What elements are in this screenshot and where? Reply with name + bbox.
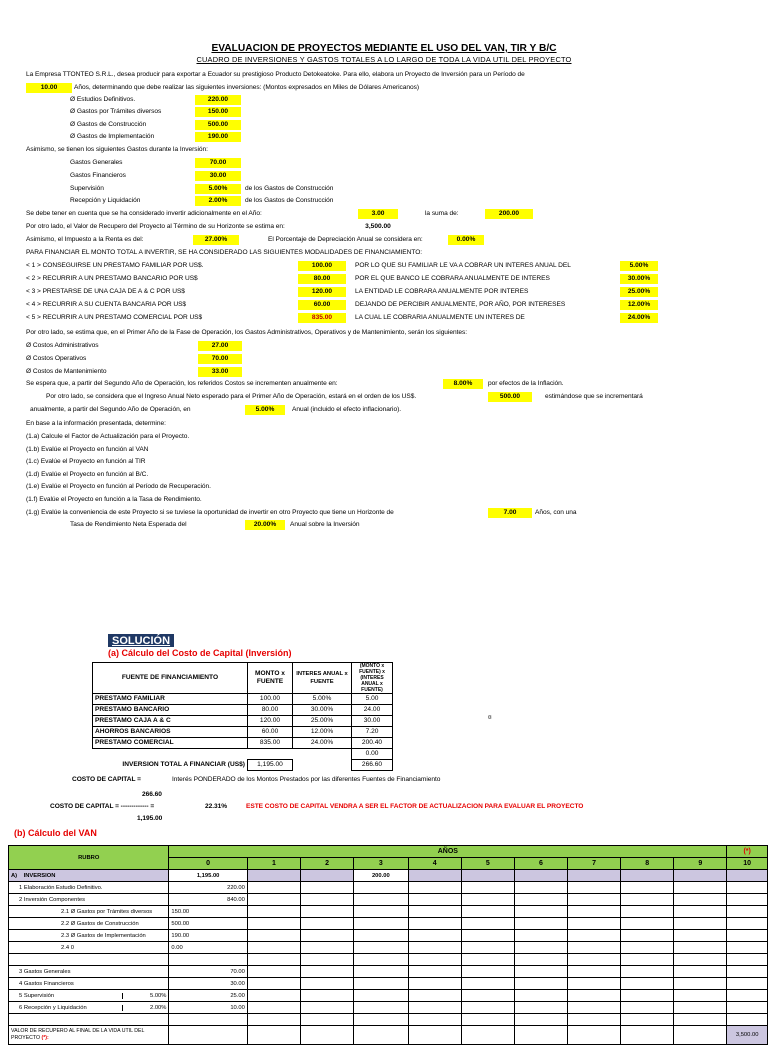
cell: AHORROS BANCARIOS [93,727,248,738]
sub-text: Ø Gastos de Implementación [70,932,146,939]
cell: 200.40 [352,738,393,749]
cost-label: Ø Costos Operativos [26,355,87,362]
table-row [93,705,393,716]
recovery-text: VALOR DE RECUPERO AL FINAL DE LA VIDA UTIL DEL [11,1028,145,1034]
cell [408,870,461,882]
table-row [9,990,768,1002]
expense-value: 70.00 [195,158,241,168]
year-cell: 5 [461,858,514,870]
total-label: INVERSION TOTAL A FINANCIAR (US$) [122,761,245,768]
cell [93,749,248,760]
total-product: 266.60 [352,760,393,771]
question: (1.f) Evalúe el Proyecto en función a la Tasa de Rendimiento. [26,496,202,503]
question-g-line2: Tasa de Rendimiento Neta Esperada del [70,521,187,528]
row-value: 220.00 [169,882,247,894]
cost-of-capital-label: COSTO DE CAPITAL = [72,776,141,783]
increase-line: Se espera que, a partir del Segundo Año de Operación, los referidos Costos se incrementen anualmente en: [26,380,338,387]
recovery-star: (*): [41,1035,49,1041]
table-row [93,716,393,727]
inversion-label [9,870,169,882]
cell: 120.00 [248,716,293,727]
question: (1.b) Evalúe el Proyecto en función al VAN [26,446,149,453]
investment-label: Ø Estudios Definitivos. [70,96,136,103]
year-cell: 9 [674,858,727,870]
expense-value: 30.00 [195,171,241,181]
cell [461,870,514,882]
year-cell: 8 [621,858,674,870]
cell: 12.00% [293,727,352,738]
expense-label: Gastos Generales [70,159,123,166]
year-cell: 1 [247,858,300,870]
solution-heading: SOLUCIÓN [108,634,174,647]
cost-label: Ø Costos Administrativos [26,342,99,349]
inversion-y0: 1,195.00 [169,870,247,882]
investment-label: Ø Gastos por Trámites diversos [70,108,162,115]
investment-label: Ø Gastos de Construcción [70,121,147,128]
investment-value: 190.00 [195,132,241,142]
table-row [93,749,393,760]
cost-of-capital-result: 22.31% [205,803,228,810]
financing-desc: LA ENTIDAD LE COBRARA ANUALMENTE POR INTERES [355,288,529,295]
table-row [93,738,393,749]
row-percent: 2.00% [122,1005,166,1011]
sub-label [9,942,169,954]
expense-label: Recepción y Liquidación [70,197,141,204]
inversion-row [9,870,768,882]
cell: 25.00% [293,716,352,727]
sub-number: 2.1 [61,908,70,915]
financing-table [92,662,393,771]
expenses-intro: Asimismo, se tienen los siguientes Gastos durante la Inversión: [26,146,208,153]
cell: PRESTAMO FAMILIAR [93,694,248,705]
question-g-value: 7.00 [488,508,532,518]
cost-of-capital-numerator: 266.60 [142,791,162,798]
cell [247,870,300,882]
cost-of-capital-note: ESTE COSTO DE CAPITAL VENDRA A SER EL FACTOR DE ACTUALIZACION PARA EVALUAR EL PROYECTO [246,803,584,810]
investment-value: 500.00 [195,120,241,130]
question: (1.a) Calcule el Factor de Actualización para el Proyecto. [26,433,190,440]
investment-value: 220.00 [195,95,241,105]
sub-number: 2.3 [61,932,70,939]
financing-label: < 1 > CONSEGUIRSE UN PRESTAMO FAMILIAR POR US$. [26,262,204,269]
cost-label: Ø Costos de Mantenimiento [26,368,107,375]
sub-value: 0.00 [169,942,247,954]
row-label: 1 Elaboración Estudio Definitivo. [9,882,169,894]
sub-label [9,906,169,918]
financing-desc: DEJANDO DE PERCIBIR ANUALMENTE, POR AÑO, POR INTERESES [355,301,566,308]
cell: 30.00 [352,716,393,727]
increase-note: por efectos de la Inflación. [488,380,564,387]
financing-rate: 30.00% [620,274,658,284]
financing-intro: PARA FINANCIAR EL MONTO TOTAL A INVERTIR, SE HA CONSIDERADO LAS SIGUIENTES MODALIDADES DE FINANCIAMIENTO: [26,249,423,256]
income-rate: 5.00% [245,405,285,415]
question: (1.g) Evalúe la conveniencia de este Proyecto si se tuviese la oportunidad de invertir en otro Proyecto que tiene un Horizonte de [26,509,394,516]
income-line-2: anualmente, a partir del Segundo Año de Operación, en [30,406,191,413]
tax-value: 27.00% [193,235,239,245]
intro-text: La Empresa TTONTEO S.R.L., desea producir para exportar a Ecuador su prestigioso Producto Detokeatoke. Para ello, elabora un Proyecto de Inversión para un Período de [26,71,525,78]
row-label [9,990,169,1002]
cell [567,870,620,882]
financing-desc: POR EL QUE BANCO LE COBRARA ANUALMENTE DE INTERES [355,275,550,282]
table-row [93,727,393,738]
sub-value: 150.00 [169,906,247,918]
star-header: (*) [727,846,768,858]
year-cell: 2 [300,858,353,870]
sub-text: Ø Gastos por Trámites diversos [70,908,153,915]
year-cell: 4 [408,858,461,870]
sub-row [9,930,768,942]
financing-label: < 3 > PRESTARSE DE UNA CAJA DE A & C POR US$ [26,288,185,295]
year-cell: 6 [514,858,567,870]
expense-note: de los Gastos de Construcción [245,185,334,192]
header-cell: INTERES ANUAL x FUENTE [293,663,352,694]
cell: 100.00 [248,694,293,705]
extra-sum-label: la suma de: [425,210,459,217]
row-value: 840.00 [169,894,247,906]
recovery-value-cell: 3,500.00 [727,1026,768,1045]
income-line: Por otro lado, se considera que el Ingreso Anual Neto esperado para el Primer Año de Operación, estará en el orden de los US$. [46,393,417,400]
row-value: 30.00 [169,978,247,990]
cell [621,870,674,882]
cell: 5.00 [352,694,393,705]
cell: 60.00 [248,727,293,738]
row-label: 3 Gastos Generales [9,966,169,978]
cell: 24.00% [293,738,352,749]
sub-text: Ø Gastos de Construcción [70,920,139,927]
year-cell: 0 [169,858,247,870]
van-table [8,845,768,1045]
financing-rate: 24.00% [620,313,658,323]
stray-mark: ¤ [488,714,492,721]
expense-label: Supervisión [70,185,104,192]
cell: 7.20 [352,727,393,738]
increase-value: 8.00% [443,379,483,389]
investment-label: Ø Gastos de Implementación [70,133,155,140]
row-value: 10.00 [169,1002,247,1014]
expense-label: Gastos Financieros [70,172,126,179]
determine-text: En base a la información presentada, determine: [26,420,166,427]
cell [293,760,352,771]
row-label: 4 Gastos Financieros [9,978,169,990]
sub-label [9,918,169,930]
recovery-text-2: PROYECTO [11,1035,41,1041]
tax-line: Asimismo, el Impuesto a la Renta es del: [26,236,144,243]
income-note: estimándose que se incrementará [545,393,643,400]
sub-number: 2.2 [61,920,70,927]
header-cell: (MONTO x FUENTE) x (INTERES ANUAL x FUENTE) [352,663,393,694]
anos-header: AÑOS [169,846,727,858]
table-row [9,978,768,990]
recovery-line: Por otro lado, el Valor de Recupero del Proyecto al Término de su Horizonte se estima en: [26,223,285,230]
header-cell: FUENTE DE FINANCIAMIENTO [93,663,248,694]
cell [248,749,293,760]
cost-of-capital-desc: Interés PONDERADO de los Montos Prestados por las diferentes Fuentes de Financiamiento [172,776,441,783]
cost-value: 33.00 [198,367,242,377]
cell: 30.00% [293,705,352,716]
table-row [9,882,768,894]
inversion-text: INVERSION [23,872,56,879]
section-letter: A) [11,872,18,879]
sub-label [9,930,169,942]
cell [293,749,352,760]
income-note-2: Anual (incluido el efecto inflacionario). [292,406,402,413]
total-amount: 1,195.00 [248,760,293,771]
financing-amount: 60.00 [298,300,346,310]
investment-value: 150.00 [195,107,241,117]
period-value: 10.00 [26,83,72,93]
total-row [93,760,393,771]
sub-number: 2.4 [61,944,70,951]
financing-amount: 100.00 [298,261,346,271]
row-label [9,1002,169,1014]
sub-row [9,906,768,918]
extra-sum: 200.00 [485,209,533,219]
header-cell: MONTO x FUENTE [248,663,293,694]
section-b-heading: (b) Cálculo del VAN [14,828,97,838]
extra-line: Se debe tener en cuenta que se ha considerado invertir adicionalmente en el Año: [26,210,262,217]
expense-value: 2.00% [195,196,241,206]
row-label: 2 Inversión Componentes [9,894,169,906]
cell [514,870,567,882]
financing-desc: LA CUAL LE COBRARIA ANUALMENTE UN INTERES DE [355,314,525,321]
cell: PRESTAMO CAJA A & C [93,716,248,727]
question: (1.d) Evalúe el Proyecto en función al B/C. [26,471,149,478]
cell [300,870,353,882]
cell: PRESTAMO COMERCIAL [93,738,248,749]
cell: 0.00 [352,749,393,760]
recovery-row [9,1026,768,1045]
financing-label: < 2 > RECURRIR A UN PRESTAMO BANCARIO POR US$ [26,275,198,282]
cost-value: 70.00 [198,354,242,364]
table-row [93,694,393,705]
row-value: 25.00 [169,990,247,1002]
expense-value: 5.00% [195,184,241,194]
period-text: Años, determinando que debe realizar las siguientes inversiones: (Montos expresados en Miles de Dólares Americanos) [74,84,420,91]
cell: 24.00 [352,705,393,716]
sub-row [9,918,768,930]
table-row [9,1002,768,1014]
table-row [9,966,768,978]
expense-note: de los Gastos de Construcción [245,197,334,204]
question-g-rate: 20.00% [245,520,285,530]
row-value: 70.00 [169,966,247,978]
financing-amount: 835.00 [298,313,346,323]
sub-row [9,942,768,954]
page-subtitle: CUADRO DE INVERSIONES Y GASTOS TOTALES A LO LARGO DE TODA LA VIDA UTIL DEL PROYECTO [196,55,572,64]
dep-value: 0.00% [448,235,484,245]
cell [674,870,727,882]
financing-desc: POR LO QUE SU FAMILIAR LE VA A COBRAR UN INTERES ANUAL DEL [355,262,571,269]
year-cell: 10 [727,858,768,870]
financing-label: < 4 > RECURRIR A SU CUENTA BANCARIA POR US$ [26,301,187,308]
recovery-label [9,1026,169,1045]
cell [727,870,768,882]
cell: 835.00 [248,738,293,749]
cost-of-capital-formula: COSTO DE CAPITAL = ------------- = [50,803,155,810]
row-text: 5 Supervisión [19,992,55,999]
sub-text: 0 [70,944,74,951]
year-cell: 3 [354,858,409,870]
recovery-value: 3,500.00 [365,223,391,230]
question-g-note: Años, con una [535,509,577,516]
sub-value: 190.00 [169,930,247,942]
page-title: EVALUACION DE PROYECTOS MEDIANTE EL USO DEL VAN, TIR Y B/C [211,43,557,54]
extra-year: 3.00 [358,209,398,219]
rubro-header: RUBRO [9,846,169,870]
row-percent: 5.00% [122,993,166,999]
financing-rate: 12.00% [620,300,658,310]
financing-rate: 5.00% [620,261,658,271]
financing-amount: 120.00 [298,287,346,297]
inversion-y3: 200.00 [354,870,409,882]
cell: PRESTAMO BANCARIO [93,705,248,716]
question: (1.e) Evalúe el Proyecto en función al Período de Recuperación. [26,483,211,490]
income-value: 500.00 [488,392,532,402]
cell: 5.00% [293,694,352,705]
question-g-note2: Anual sobre la Inversión [290,521,360,528]
financing-amount: 80.00 [298,274,346,284]
sub-value: 500.00 [169,918,247,930]
financing-rate: 25.00% [620,287,658,297]
cost-value: 27.00 [198,341,242,351]
table-row [9,894,768,906]
year-cell: 7 [567,858,620,870]
row-text: 6 Recepción y Liquidación [19,1004,87,1011]
cost-of-capital-denominator: 1,195.00 [137,815,163,822]
costs-intro: Por otro lado, se estima que, en el Primer Año de la Fase de Operación, los Gastos Administrativos, Operativos y de Mantenimiento, serán los siguientes: [26,329,468,336]
financing-label: < 5 > RECURRIR A UN PRESTAMO COMERCIAL POR US$ [26,314,203,321]
section-a-heading: (a) Cálculo del Costo de Capital (Inversión) [108,648,292,658]
dep-line: El Porcentaje de Depreciación Anual se considera en: [268,236,423,243]
question: (1.c) Evalúe el Proyecto en función al TIR [26,458,146,465]
cell: 80.00 [248,705,293,716]
